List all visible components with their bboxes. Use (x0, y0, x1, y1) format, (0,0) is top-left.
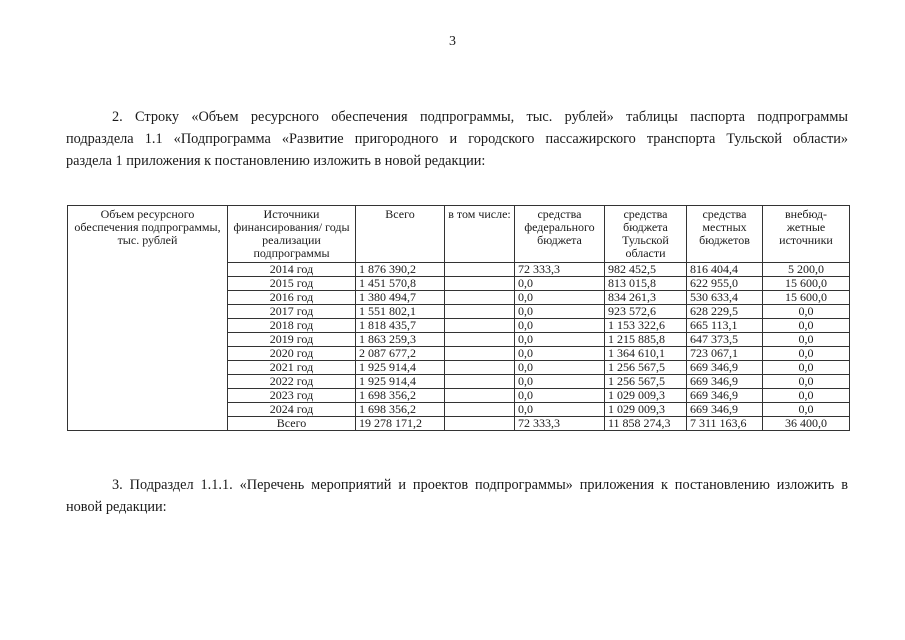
local-cell: 723 067,1 (687, 347, 763, 361)
extrabudget-cell: 15 600,0 (763, 277, 850, 291)
federal-cell: 0,0 (515, 361, 605, 375)
extrabudget-cell: 5 200,0 (763, 263, 850, 277)
local-cell: 816 404,4 (687, 263, 763, 277)
local-cell: 665 113,1 (687, 319, 763, 333)
column-header-sources: Источники финансирования/ годы реализации подпрограммы (228, 206, 356, 263)
federal-cell: 0,0 (515, 375, 605, 389)
description-cell: Объем ресурсного обеспечения подпрограммы, тыс. рублей (68, 206, 228, 431)
local-cell: 669 346,9 (687, 375, 763, 389)
paragraph-2-line: подраздела 1.1 «Подпрограмма «Развитие пригородного и городского пассажирского транспорта Тульской области» (66, 131, 848, 147)
total-cell: 1 925 914,4 (356, 375, 445, 389)
local-cell: 669 346,9 (687, 389, 763, 403)
extrabudget-cell: 0,0 (763, 375, 850, 389)
year-cell: 2017 год (228, 305, 356, 319)
extrabudget-cell: 36 400,0 (763, 417, 850, 431)
local-cell: 7 311 163,6 (687, 417, 763, 431)
paragraph-2-line: раздела 1 приложения к постановлению изложить в новой редакции: (66, 153, 486, 169)
including-cell (445, 319, 515, 333)
including-cell (445, 305, 515, 319)
paragraph-2-line: 2. Строку «Объем ресурсного обеспечения подпрограммы, тыс. рублей» таблицы паспорта подпрограммы (112, 109, 848, 125)
paragraph-3-line: 3. Подраздел 1.1.1. «Перечень мероприятий и проектов подпрограммы» приложения к постановлению изложить в (112, 477, 848, 493)
total-cell: 2 087 677,2 (356, 347, 445, 361)
federal-cell: 0,0 (515, 277, 605, 291)
total-cell: 19 278 171,2 (356, 417, 445, 431)
regional-cell: 982 452,5 (605, 263, 687, 277)
regional-cell: 834 261,3 (605, 291, 687, 305)
local-cell: 669 346,9 (687, 403, 763, 417)
paragraph-2 (66, 106, 848, 172)
federal-cell: 0,0 (515, 333, 605, 347)
federal-cell: 0,0 (515, 291, 605, 305)
extrabudget-cell: 0,0 (763, 333, 850, 347)
total-cell: 1 551 802,1 (356, 305, 445, 319)
year-cell: Всего (228, 417, 356, 431)
total-cell: 1 698 356,2 (356, 403, 445, 417)
local-cell: 530 633,4 (687, 291, 763, 305)
total-cell: 1 380 494,7 (356, 291, 445, 305)
including-cell (445, 277, 515, 291)
column-header-federal: средства федерального бюджета (515, 206, 605, 263)
total-cell: 1 818 435,7 (356, 319, 445, 333)
local-cell: 647 373,5 (687, 333, 763, 347)
year-cell: 2022 год (228, 375, 356, 389)
including-cell (445, 263, 515, 277)
column-header-regional: средства бюджета Тульской области (605, 206, 687, 263)
regional-cell: 1 029 009,3 (605, 403, 687, 417)
extrabudget-cell: 0,0 (763, 319, 850, 333)
local-cell: 622 955,0 (687, 277, 763, 291)
year-cell: 2021 год (228, 361, 356, 375)
local-cell: 628 229,5 (687, 305, 763, 319)
extrabudget-cell: 15 600,0 (763, 291, 850, 305)
year-cell: 2015 год (228, 277, 356, 291)
federal-cell: 0,0 (515, 347, 605, 361)
column-header-extrabudget: внебюд-жетные источники (763, 206, 850, 263)
including-cell (445, 361, 515, 375)
federal-cell: 72 333,3 (515, 263, 605, 277)
extrabudget-cell: 0,0 (763, 403, 850, 417)
including-cell (445, 389, 515, 403)
including-cell (445, 375, 515, 389)
column-header-local: средства местных бюджетов (687, 206, 763, 263)
total-cell: 1 698 356,2 (356, 389, 445, 403)
total-cell: 1 925 914,4 (356, 361, 445, 375)
header-row (68, 206, 850, 263)
year-cell: 2014 год (228, 263, 356, 277)
year-cell: 2018 год (228, 319, 356, 333)
federal-cell: 0,0 (515, 305, 605, 319)
paragraph-3-line: новой редакции: (66, 499, 167, 515)
year-cell: 2019 год (228, 333, 356, 347)
regional-cell: 1 256 567,5 (605, 361, 687, 375)
extrabudget-cell: 0,0 (763, 389, 850, 403)
year-cell: 2020 год (228, 347, 356, 361)
federal-cell: 0,0 (515, 389, 605, 403)
year-cell: 2023 год (228, 389, 356, 403)
regional-cell: 1 029 009,3 (605, 389, 687, 403)
total-cell: 1 876 390,2 (356, 263, 445, 277)
federal-cell: 0,0 (515, 319, 605, 333)
total-cell: 1 451 570,8 (356, 277, 445, 291)
year-cell: 2016 год (228, 291, 356, 305)
total-cell: 1 863 259,3 (356, 333, 445, 347)
including-cell (445, 347, 515, 361)
regional-cell: 923 572,6 (605, 305, 687, 319)
including-cell (445, 333, 515, 347)
column-header-including: в том числе: (445, 206, 515, 263)
including-cell (445, 403, 515, 417)
regional-cell: 813 015,8 (605, 277, 687, 291)
page-number: 3 (449, 34, 456, 49)
federal-cell: 0,0 (515, 403, 605, 417)
federal-cell: 72 333,3 (515, 417, 605, 431)
regional-cell: 1 215 885,8 (605, 333, 687, 347)
funding-table (67, 205, 850, 431)
year-cell: 2024 год (228, 403, 356, 417)
column-header-total: Всего (356, 206, 445, 263)
regional-cell: 1 256 567,5 (605, 375, 687, 389)
extrabudget-cell: 0,0 (763, 347, 850, 361)
regional-cell: 1 153 322,6 (605, 319, 687, 333)
including-cell (445, 417, 515, 431)
local-cell: 669 346,9 (687, 361, 763, 375)
extrabudget-cell: 0,0 (763, 361, 850, 375)
regional-cell: 11 858 274,3 (605, 417, 687, 431)
including-cell (445, 291, 515, 305)
regional-cell: 1 364 610,1 (605, 347, 687, 361)
extrabudget-cell: 0,0 (763, 305, 850, 319)
paragraph-3 (66, 474, 848, 518)
